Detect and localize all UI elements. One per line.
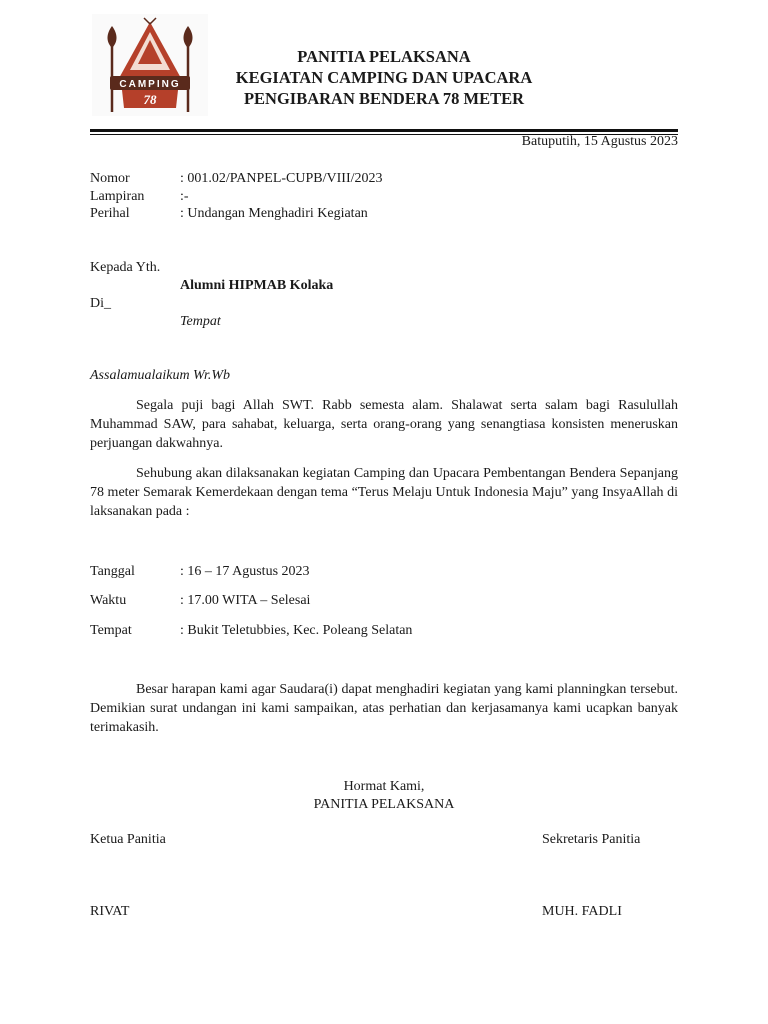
perihal-value: : Undangan Menghadiri Kegiatan — [180, 206, 368, 221]
svg-text:78: 78 — [143, 92, 157, 107]
ketua-title: Ketua Panitia — [90, 832, 166, 847]
paragraph-closing: Besar harapan kami agar Saudara(i) dapat menghadiri kegiatan yang kami planningkan tersebut. Demikian surat undangan ini kami sampaikan, atas perhatian dan kerjasamanya kami ucapkan banyak terimakasih. — [90, 682, 678, 735]
letterhead — [210, 46, 558, 109]
place-date: Batuputih, 15 Agustus 2023 — [521, 134, 678, 149]
waktu-label: Waktu — [90, 593, 127, 608]
svg-text:CAMPING: CAMPING — [119, 79, 181, 90]
camping-logo — [92, 14, 208, 116]
paragraph-announcement: Sehubung akan dilaksanakan kegiatan Camping dan Upacara Pembentangan Bendera Sepanjang 78 meter Semarak Kemerdekaan dengan tema “Terus Melaju Untuk Indonesia Maju” yang InsyaAllah di laksanakan pada : — [90, 466, 678, 519]
tanggal-value: : 16 – 17 Agustus 2023 — [180, 564, 310, 579]
greeting: Assalamualaikum Wr.Wb — [90, 368, 230, 383]
letterhead-line-1: PANITIA PELAKSANA — [297, 47, 471, 66]
lampiran-label: Lampiran — [90, 189, 145, 204]
tanggal-label: Tanggal — [90, 564, 135, 579]
kepada-yth: Kepada Yth. — [90, 260, 161, 275]
letterhead-line-2: KEGIATAN CAMPING DAN UPACARA — [235, 68, 533, 87]
waktu-value: : 17.00 WITA – Selesai — [180, 593, 311, 608]
header-rule-thick — [90, 129, 678, 132]
nomor-label: Nomor — [90, 171, 130, 186]
sekretaris-name: MUH. FADLI — [542, 904, 622, 919]
tempat-label: Tempat — [90, 623, 132, 638]
panitia-pelaksana: PANITIA PELAKSANA — [313, 797, 455, 812]
paragraph-opening: Segala puji bagi Allah SWT. Rabb semesta alam. Shalawat serta salam bagi Rasulullah Muhammad SAW, para sahabat, keluarga, serta orang-orang yang senangtiasa konsisten meneruskan perjuangan dakwahnya. — [90, 398, 678, 451]
letterhead-line-3: PENGIBARAN BENDERA 78 METER — [243, 89, 525, 108]
sekretaris-title: Sekretaris Panitia — [542, 832, 641, 847]
lampiran-value: :- — [180, 189, 189, 204]
ketua-name: RIVAT — [90, 904, 130, 919]
di-label: Di_ — [90, 296, 111, 311]
hormat-kami: Hormat Kami, — [343, 779, 425, 794]
recipient-name: Alumni HIPMAB Kolaka — [180, 278, 334, 293]
tempat-address: Tempat — [180, 314, 221, 329]
tempat-value: : Bukit Teletubbies, Kec. Poleang Selatan — [180, 623, 413, 638]
perihal-label: Perihal — [90, 206, 130, 221]
nomor-value: : 001.02/PANPEL-CUPB/VIII/2023 — [180, 171, 383, 186]
